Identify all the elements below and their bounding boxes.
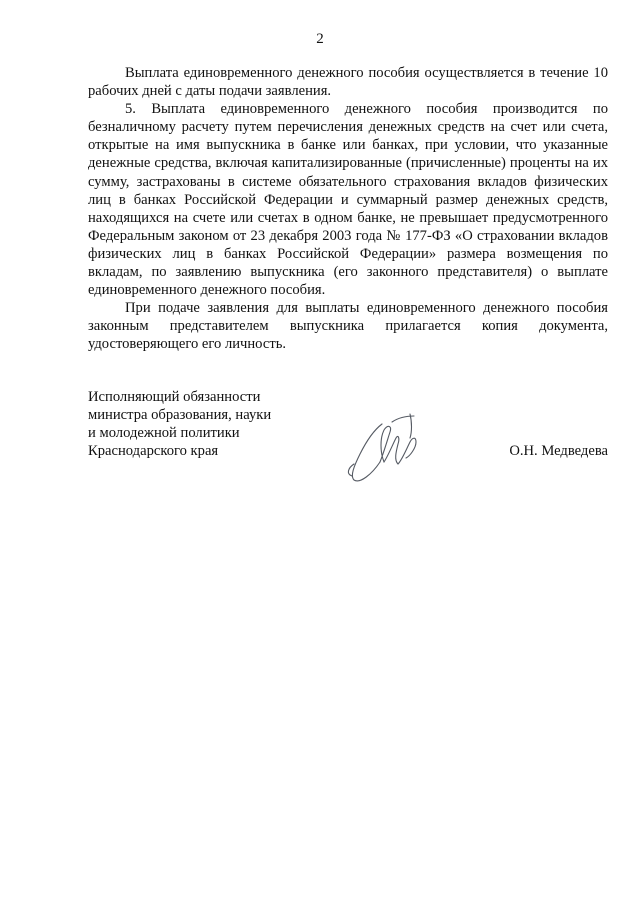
paragraph-legal-representative: При подаче заявления для выплаты единовременного денежного пособия законным представителем выпускника прилагается копия документа, удостоверяющего его личность.: [88, 300, 608, 353]
page-number: 2: [316, 31, 324, 47]
signatory-position-line: и молодежной политики: [88, 425, 240, 442]
signatory-position-line: министра образования, науки: [88, 407, 272, 424]
document-body: [88, 64, 608, 354]
paragraph-5-payment-conditions: 5. Выплата единовременного денежного пособия производится по безналичному расчету путем перечисления денежных средств на счет или счета, открытые на имя выпускника в банке или банках, при условии, что указанные денежные средства, включая капитализированные (причисленные) проценты на их сумму, застрахованы в системе обязательного страхования вкладов физических лиц в банках Российской Федерации и суммарный размер денежных средств, находящихся на счете или счетах в одном банке, не превышает предусмотренного Федеральным законом от 23 декабря 2003 года № 177-ФЗ «О страховании вкладов физических лиц в банках Российской Федерации» размера возмещения по вкладам, по заявлению выпускника (его законного представителя) о выплате единовременного денежного пособия.: [88, 101, 608, 299]
handwritten-signature: [336, 408, 438, 490]
signatory-position-line: Исполняющий обязанности: [88, 389, 261, 405]
signatory-position-line: Краснодарского края: [88, 443, 219, 460]
signatory-name: О.Н. Медведева: [509, 443, 608, 459]
signatory-position: [88, 388, 348, 460]
paragraph-payment-term: Выплата единовременного денежного пособия осуществляется в течение 10 рабочих дней с даты подачи заявления.: [88, 65, 608, 100]
